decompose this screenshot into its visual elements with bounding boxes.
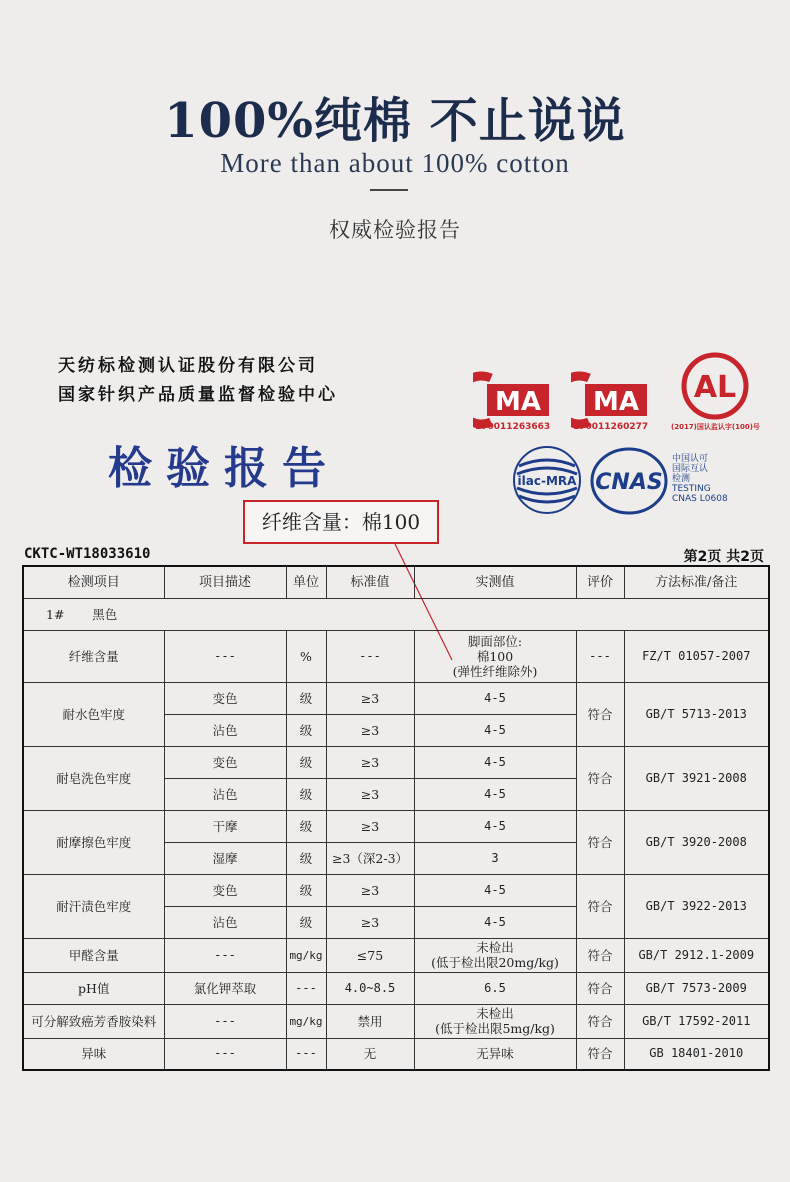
table-row: 甲醛含量 --- mg/kg ≤75 未检出 (低于检出限20mg/kg) 符合 GB/T 2912.1-2009	[23, 938, 769, 972]
table-row: 湿摩 级 ≥3（深2-3） 3	[23, 842, 769, 874]
org-name-line2: 国家针织产品质量监督检验中心	[58, 385, 338, 405]
document-id: CKTC-WT18033610	[24, 546, 151, 562]
org-name-line1: 天纺标检测认证股份有限公司	[58, 356, 318, 376]
column-header: 方法标准/备注	[624, 566, 769, 598]
cma-logo-1-text: MA	[495, 387, 541, 417]
table-header-row	[23, 566, 769, 598]
column-header: 单位	[286, 566, 326, 598]
cal-logo	[679, 350, 751, 422]
report-title: 检验报告	[108, 443, 340, 494]
column-header: 实测值	[414, 566, 576, 598]
ilac-logo-text: ilac-MRA	[517, 474, 577, 488]
table-row: 纤维含量 --- % --- 脚面部位: 棉100 (弹性纤维除外) --- FZ/T 01057-2007	[23, 630, 769, 682]
sample-number: 1#	[46, 606, 65, 622]
cnas-logo-text: CNAS	[595, 470, 663, 495]
sample-color: 黑色	[92, 606, 118, 622]
cnas-logo	[589, 446, 669, 516]
table-row: 耐水色牢度 变色 级 ≥3 4-5 符合 GB/T 5713-2013	[23, 682, 769, 714]
page-info: 第2页 共2页	[683, 549, 764, 565]
hero-subtitle: More than about 100% cotton	[220, 148, 570, 178]
cma-code-2: 170011260277	[573, 422, 649, 432]
table-row: 沾色 级 ≥3 4-5	[23, 906, 769, 938]
column-header: 项目描述	[164, 566, 286, 598]
sample-group-row	[23, 598, 769, 630]
table-row: 可分解致癌芳香胺染料 --- mg/kg 禁用 未检出 (低于检出限5mg/kg) 符合 GB/T 17592-2011	[23, 1004, 769, 1038]
column-header: 评价	[576, 566, 624, 598]
cma-logo-2-text: MA	[593, 387, 639, 417]
hero-divider	[370, 189, 408, 191]
fiber-content-callout: 纤维含量：棉100	[243, 500, 439, 544]
cal-logo-text: AL	[693, 370, 737, 405]
table-row: 沾色 级 ≥3 4-5	[23, 778, 769, 810]
table-row: 沾色 级 ≥3 4-5	[23, 714, 769, 746]
cal-note: (2017)国认监认字(100)号	[671, 423, 760, 431]
table-row: 耐汗渍色牢度 变色 级 ≥3 4-5 符合 GB/T 3922-2013	[23, 874, 769, 906]
table-row: 耐摩擦色牢度 干摩 级 ≥3 4-5 符合 GB/T 3920-2008	[23, 810, 769, 842]
table-row: 耐皂洗色牢度 变色 级 ≥3 4-5 符合 GB/T 3921-2008	[23, 746, 769, 778]
inspection-table	[22, 565, 770, 1071]
hero-title: 100%纯棉 不止说说	[164, 93, 626, 149]
hero-caption: 权威检验报告	[329, 218, 461, 242]
table-row: 异味 --- --- 无 无异味 符合 GB 18401-2010	[23, 1038, 769, 1070]
cnas-caption: 中国认可 国际互认 检测 TESTING CNAS L0608	[672, 454, 728, 504]
ilac-mra-logo	[511, 444, 583, 516]
table-row: pH值 氯化钾萃取 --- 4.0~8.5 6.5 符合 GB/T 7573-2009	[23, 972, 769, 1004]
certification-logos	[465, 340, 775, 530]
cma-code-1: 170011263663	[475, 422, 551, 432]
column-header: 检测项目	[23, 566, 164, 598]
column-header: 标准值	[326, 566, 414, 598]
